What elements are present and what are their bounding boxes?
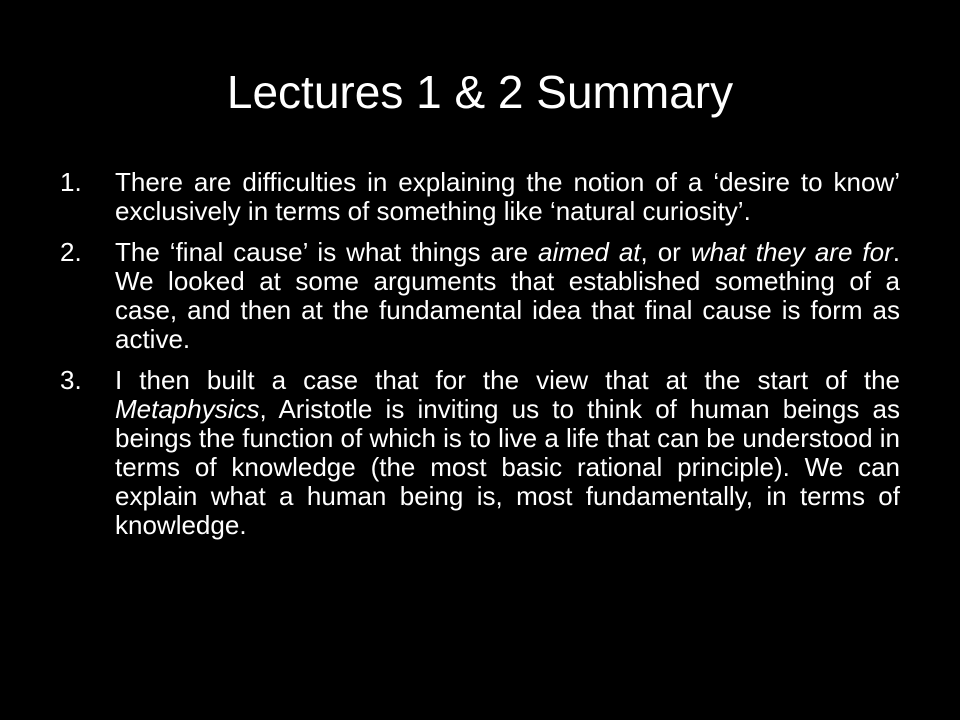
point-text: [115, 365, 900, 540]
point-text: [115, 237, 900, 354]
text-segment: I then built a case that for the view that at the start of the: [115, 365, 900, 395]
summary-list: [60, 168, 900, 552]
text-segment: . We looked at some arguments that established something of a case, and then at the fundamental idea that final cause is form as active.: [115, 237, 900, 354]
text-segment: The ‘final cause’ is what things are: [115, 237, 539, 267]
slide-title: Lectures 1 & 2 Summary: [226, 66, 734, 118]
text-segment: There are difficulties in explaining the notion of a ‘desire to know’ exclusively in terms of something like ‘natural curiosity’.: [115, 167, 900, 226]
summary-point: [60, 366, 900, 540]
text-segment-italic: what they are for: [690, 237, 893, 267]
point-number: 2.: [60, 237, 82, 267]
summary-point: [60, 168, 900, 226]
point-number: 3.: [60, 365, 82, 395]
text-segment: , or: [640, 237, 691, 267]
text-segment: , Aristotle is inviting us to think of human beings as beings the function of which is to live a life that can be understood in terms of knowledge (the most basic rational principle). We can explain what a human being is, most fundamentally, in terms of knowledge.: [115, 394, 900, 540]
summary-point: [60, 238, 900, 354]
point-text: [115, 167, 900, 226]
text-segment-italic: Metaphysics: [115, 394, 260, 424]
text-segment-italic: aimed at: [538, 237, 641, 267]
point-number: 1.: [60, 167, 82, 197]
